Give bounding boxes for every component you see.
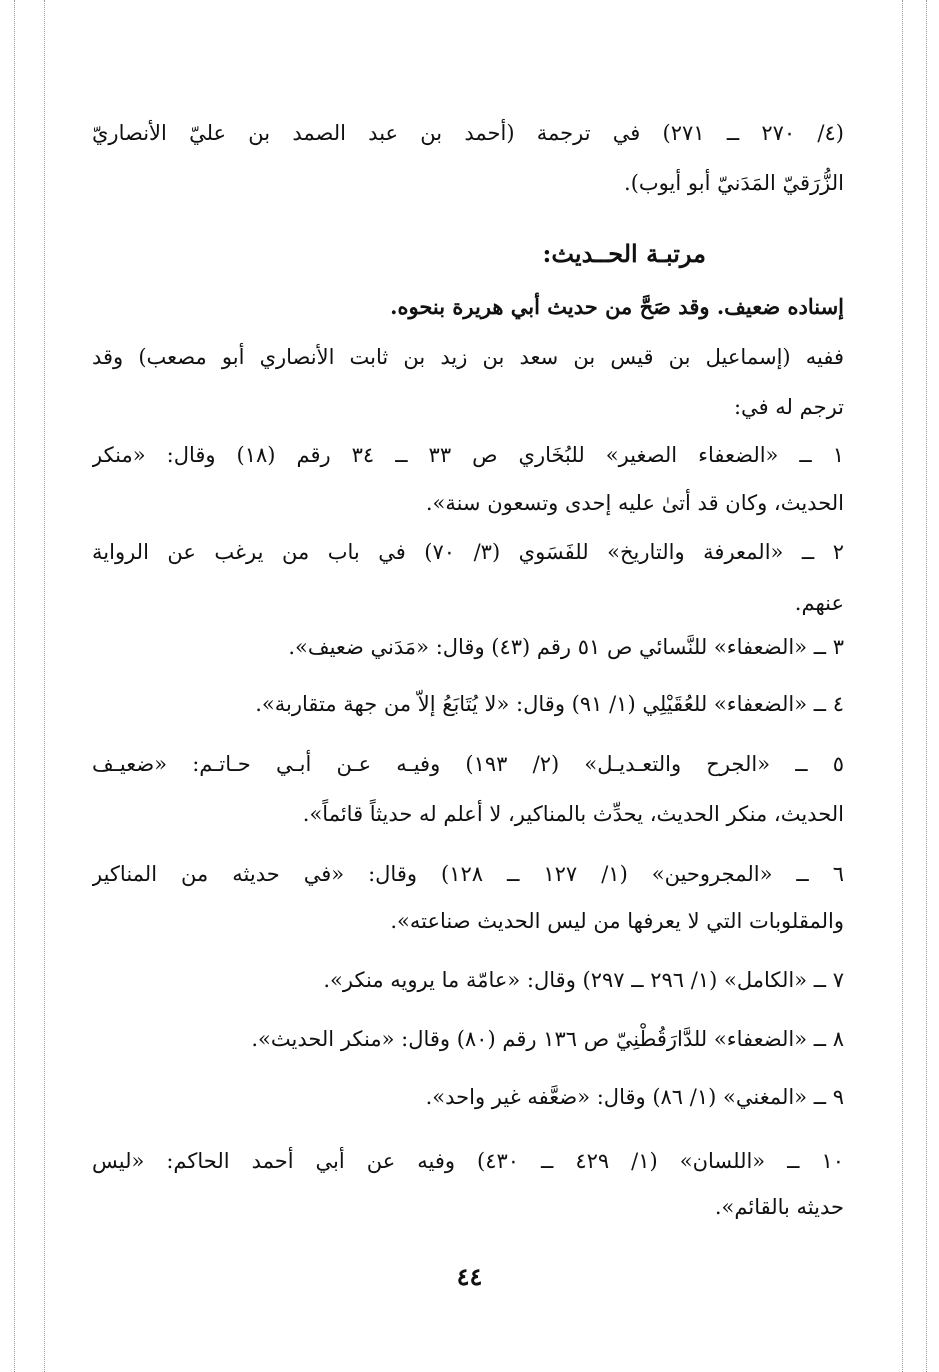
- source-entry-line: حديثه بالقائم».: [714, 1195, 844, 1219]
- source-entry-line: ٩ ــ «المغني» (١/ ٨٦) وقال: «ضعَّفه غير واحد».: [425, 1085, 844, 1109]
- source-entry-line: ١ ــ «الضعفاء الصغير» للبُخَاري ص ٣٣ ــ ٣٤ رقم (١٨) وقال: «منكر: [92, 443, 844, 467]
- source-entry-line: ٣ ــ «الضعفاء» للنَّسائي ص ٥١ رقم (٤٣) وقال: «مَدَني ضعيف».: [288, 635, 844, 659]
- source-entry-line: ٢ ــ «المعرفة والتاريخ» للفَسَوي (٣/ ٧٠) في باب من يرغب عن الرواية: [92, 540, 844, 564]
- document-page: [92, 0, 844, 1372]
- source-entry-line: عنهم.: [794, 591, 844, 615]
- scan-edge-line: [44, 0, 45, 1372]
- intro-line: (٤/ ٢٧٠ ــ ٢٧١) في ترجمة (أحمد بن عبد الصمد بن عليّ الأنصاريّ: [92, 121, 844, 145]
- source-entry-line: والمقلوبات التي لا يعرفها من ليس الحديث صناعته».: [390, 909, 844, 933]
- grading-verdict: إسناده ضعيف. وقد صَحَّ من حديث أبي هريرة بنحوه.: [390, 294, 844, 319]
- source-entry-line: ٧ ــ «الكامل» (١/ ٢٩٦ ــ ٢٩٧) وقال: «عامّة ما يرويه منكر».: [323, 968, 844, 992]
- narrator-line: ففيه (إسماعيل بن قيس بن سعد بن زيد بن ثابت الأنصاري أبو مصعب) وقد: [92, 345, 844, 369]
- source-entry-line: الحديث، وكان قد أتىٰ عليه إحدى وتسعون سنة».: [425, 491, 844, 515]
- narrator-line: ترجم له في:: [733, 395, 844, 419]
- source-entry-line: ٤ ــ «الضعفاء» للعُقَيْلِي (١/ ٩١) وقال: «لا يُتَابَعُ إلاّ من جهة متقاربة».: [255, 692, 844, 716]
- scan-edge-line: [926, 0, 927, 1372]
- scan-edge-line: [14, 0, 15, 1372]
- page-number: ٤٤: [456, 1262, 483, 1291]
- source-entry-line: الحديث، منكر الحديث، يحدِّث بالمناكير، لا أعلم له حديثاً قائماً».: [302, 802, 844, 826]
- source-entry-line: ١٠ ــ «اللسان» (١/ ٤٢٩ ــ ٤٣٠) وفيه عن أبي أحمد الحاكم: «ليس: [92, 1149, 844, 1173]
- source-entry-line: ٨ ــ «الضعفاء» للدَّارَقُطْنِيّ ص ١٣٦ رقم (٨٠) وقال: «منكر الحديث».: [251, 1027, 844, 1051]
- intro-line: الزُّرَقيّ المَدَنيّ أبو أيوب).: [624, 171, 844, 195]
- source-entry-line: ٥ ــ «الجرح والتعـديـل» (٢/ ١٩٣) وفيـه عـن أبـي حـاتـم: «ضعيـف: [92, 752, 844, 776]
- source-entry-line: ٦ ــ «المجروحين» (١/ ١٢٧ ــ ١٢٨) وقال: «في حديثه من المناكير: [92, 862, 844, 886]
- scan-edge-line: [902, 0, 903, 1372]
- section-heading: مرتبـة الحــديث:: [542, 239, 706, 268]
